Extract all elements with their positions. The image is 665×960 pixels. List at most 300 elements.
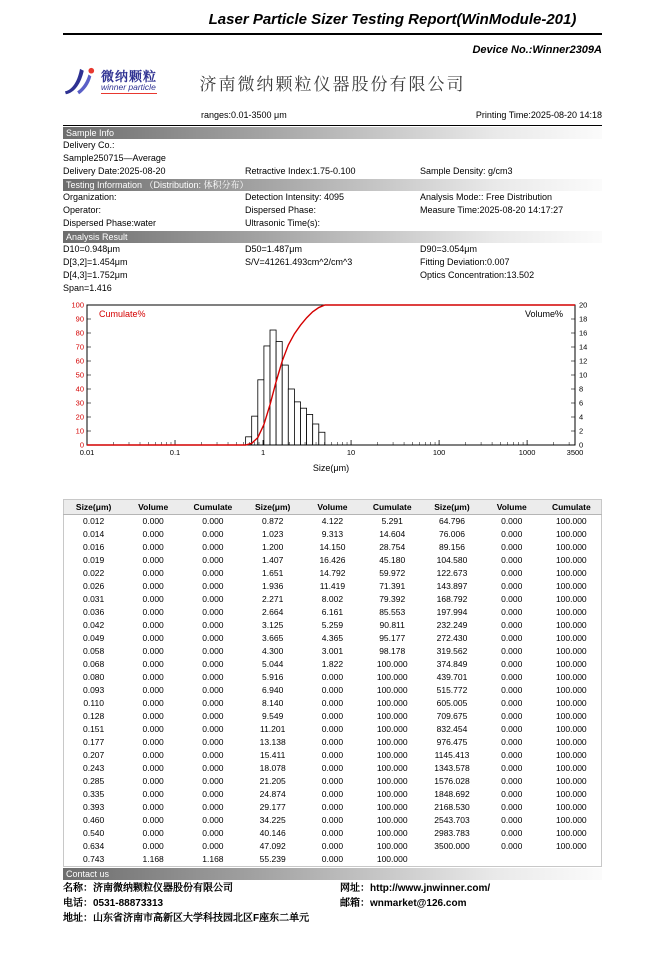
table-cell: 0.000 — [142, 841, 164, 851]
table-cell: 0.000 — [142, 815, 164, 825]
table-cell: 4.365 — [321, 633, 344, 643]
distribution-table — [63, 499, 602, 867]
table-cell: 100.000 — [555, 555, 587, 565]
info-cell: Operator: — [63, 205, 102, 215]
info-cell: D[4,3]=1.752μm — [63, 270, 128, 280]
table-cell: 21.205 — [259, 776, 286, 786]
table-row — [64, 593, 602, 606]
table-cell: 0.000 — [501, 672, 523, 682]
table-cell: 100.000 — [376, 815, 408, 825]
table-cell — [422, 853, 482, 867]
title-divider — [63, 33, 602, 35]
table-cell: 100.000 — [555, 698, 587, 708]
table-cell: 832.454 — [436, 724, 468, 734]
table-cell: 0.000 — [202, 659, 224, 669]
cumulate-curve — [87, 305, 575, 445]
table-cell: 0.000 — [142, 711, 164, 721]
table-cell: 0.000 — [142, 594, 164, 604]
table-cell: 0.000 — [501, 698, 523, 708]
table-cell: 0.000 — [142, 724, 164, 734]
left-tick-label: 0 — [79, 440, 84, 450]
left-tick-label: 90 — [75, 314, 84, 324]
table-cell: 976.475 — [436, 737, 468, 747]
table-cell: 0.000 — [202, 763, 224, 773]
histogram-bar — [288, 389, 294, 445]
info-cell — [420, 139, 602, 152]
left-tick-label: 40 — [75, 384, 84, 394]
table-cell: 100.000 — [555, 711, 587, 721]
table-cell: 100.000 — [376, 802, 408, 812]
table-cell: 0.000 — [501, 724, 523, 734]
table-cell: 100.000 — [555, 750, 587, 760]
table-cell: 0.068 — [82, 659, 105, 669]
x-tick-label: 100 — [432, 448, 446, 457]
table-cell: 100.000 — [376, 711, 408, 721]
table-cell: 100.000 — [555, 568, 587, 578]
table-cell: 29.177 — [259, 802, 286, 812]
table-cell: 100.000 — [555, 659, 587, 669]
table-cell: 0.000 — [321, 763, 344, 773]
table-row — [64, 827, 602, 840]
table-cell: 0.000 — [501, 763, 523, 773]
table-cell: 0.000 — [321, 750, 344, 760]
table-cell: 0.042 — [82, 620, 105, 630]
table-cell: 100.000 — [555, 776, 587, 786]
table-cell: 0.000 — [501, 750, 523, 760]
table-cell: 0.000 — [501, 841, 523, 851]
table-row — [64, 580, 602, 593]
table-cell: 100.000 — [376, 698, 408, 708]
info-cell — [420, 217, 602, 230]
table-cell: 0.000 — [321, 789, 344, 799]
info-cell: Analysis Mode:: Free Distribution — [420, 192, 553, 202]
table-cell: 89.156 — [438, 542, 465, 552]
table-row — [64, 684, 602, 697]
table-cell: 1.822 — [321, 659, 344, 669]
info-row — [63, 896, 602, 911]
table-cell: 0.000 — [501, 568, 523, 578]
table-cell: 1.168 — [142, 854, 164, 864]
table-row — [64, 619, 602, 632]
table-cell: 0.049 — [82, 633, 105, 643]
table-cell: 0.000 — [202, 568, 224, 578]
table-row — [64, 749, 602, 762]
table-cell: 100.000 — [555, 542, 587, 552]
table-row — [64, 541, 602, 554]
table-cell: 0.285 — [82, 776, 105, 786]
brand-row — [63, 58, 602, 106]
table-cell: 100.000 — [376, 672, 408, 682]
distribution-chart — [63, 297, 602, 494]
x-axis-title: Size(μm) — [312, 463, 350, 473]
table-cell: 0.000 — [142, 607, 164, 617]
table-row — [64, 567, 602, 580]
table-row — [64, 554, 602, 567]
table-cell: 1.168 — [202, 854, 224, 864]
table-cell: 0.000 — [202, 724, 224, 734]
info-cell: Retractive Index:1.75-0.100 — [245, 166, 356, 176]
table-cell: 0.335 — [82, 789, 105, 799]
table-cell: 9.549 — [262, 711, 284, 721]
table-cell: 0.393 — [82, 802, 105, 812]
table-row — [64, 788, 602, 801]
info-cell — [340, 911, 602, 926]
table-cell: 95.177 — [379, 633, 406, 643]
section-header-sample-info: Sample Info — [63, 127, 602, 139]
table-cell: 1.651 — [262, 568, 284, 578]
table-cell: 0.000 — [142, 659, 164, 669]
table-row — [64, 671, 602, 684]
table-cell: 0.000 — [202, 815, 224, 825]
table-cell: 0.000 — [202, 698, 224, 708]
right-tick-label: 2 — [579, 426, 584, 436]
table-cell: 0.000 — [142, 685, 164, 695]
table-cell: 100.000 — [555, 529, 587, 539]
table-cell: 0.000 — [501, 633, 523, 643]
table-cell — [482, 853, 542, 867]
table-cell: 0.000 — [501, 555, 523, 565]
table-cell: 0.000 — [202, 542, 224, 552]
info-cell: Organization: — [63, 192, 117, 202]
table-cell: 5.259 — [321, 620, 344, 630]
table-cell: 0.000 — [202, 529, 224, 539]
histogram-bar — [282, 365, 288, 445]
table-cell: 100.000 — [555, 737, 587, 747]
table-cell: 100.000 — [555, 841, 587, 851]
table-cell: 0.110 — [83, 698, 104, 708]
table-cell: 6.161 — [321, 607, 344, 617]
table-row — [64, 840, 602, 853]
histogram-bar — [264, 346, 270, 445]
column-header: Size(μm) — [64, 500, 124, 515]
info-cell: 网址：http://www.jnwinner.com/ — [340, 883, 491, 894]
table-cell: 14.792 — [319, 568, 346, 578]
table-cell: 0.093 — [82, 685, 105, 695]
table-cell: 9.313 — [321, 529, 344, 539]
table-cell: 100.000 — [376, 763, 408, 773]
info-row — [63, 269, 602, 282]
table-cell: 0.036 — [82, 607, 105, 617]
table-row — [64, 645, 602, 658]
right-tick-label: 20 — [579, 300, 588, 310]
table-row — [64, 632, 602, 645]
table-cell: 100.000 — [555, 828, 587, 838]
table-cell: 0.000 — [142, 581, 164, 591]
histogram-bar — [313, 424, 319, 445]
table-cell: 0.000 — [501, 516, 523, 526]
table-cell: 55.239 — [259, 854, 286, 864]
table-cell: 0.000 — [202, 828, 224, 838]
x-tick-label: 3500 — [566, 448, 584, 457]
table-cell: 0.000 — [202, 672, 224, 682]
table-row — [64, 853, 602, 867]
table-cell: 0.000 — [501, 607, 523, 617]
x-tick-label: 10 — [346, 448, 356, 457]
left-tick-label: 70 — [75, 342, 84, 352]
table-cell: 0.000 — [501, 776, 523, 786]
table-row — [64, 801, 602, 814]
table-cell: 100.000 — [376, 789, 408, 799]
table-cell: 0.207 — [82, 750, 105, 760]
table-cell: 85.553 — [379, 607, 406, 617]
table-cell: 0.000 — [202, 633, 224, 643]
table-cell: 2.271 — [262, 594, 284, 604]
info-cell: Sample250715—Average — [63, 153, 166, 163]
left-tick-label: 10 — [75, 426, 84, 436]
table-cell: 319.562 — [436, 646, 468, 656]
table-cell: 2543.703 — [434, 815, 470, 825]
table-cell: 4.300 — [262, 646, 284, 656]
table-cell: 0.634 — [82, 841, 105, 851]
ranges-label: ranges:0.01-3500 μm — [201, 110, 287, 120]
info-cell — [420, 152, 602, 165]
table-cell: 0.000 — [321, 737, 344, 747]
table-cell: 100.000 — [555, 815, 587, 825]
info-cell: 地址：山东省济南市高新区大学科技园北区F座东二单元 — [63, 913, 310, 924]
table-cell: 76.006 — [438, 529, 465, 539]
column-header: Cumulate — [362, 500, 422, 515]
table-row — [64, 736, 602, 749]
table-cell: 0.000 — [202, 607, 224, 617]
table-cell: 0.000 — [142, 737, 164, 747]
table-row — [64, 606, 602, 619]
table-cell: 34.225 — [259, 815, 286, 825]
table-cell: 5.044 — [262, 659, 284, 669]
table-cell: 11.419 — [319, 581, 346, 591]
table-cell: 0.000 — [202, 516, 224, 526]
table-cell: 0.058 — [82, 646, 105, 656]
info-row — [63, 881, 602, 896]
right-tick-label: 12 — [579, 356, 588, 366]
table-cell: 100.000 — [555, 685, 587, 695]
table-cell: 100.000 — [376, 685, 408, 695]
table-cell: 0.000 — [142, 789, 164, 799]
table-cell: 1343.578 — [434, 763, 470, 773]
info-cell — [245, 152, 420, 165]
table-cell: 0.000 — [321, 685, 344, 695]
table-cell: 14.150 — [319, 542, 346, 552]
table-cell: 0.000 — [202, 594, 224, 604]
table-cell: 0.000 — [202, 620, 224, 630]
table-cell: 0.872 — [262, 516, 284, 526]
table-body — [64, 515, 602, 867]
table-cell: 0.080 — [82, 672, 105, 682]
info-row — [63, 256, 602, 269]
logo-text — [101, 70, 157, 95]
table-cell: 64.796 — [438, 516, 465, 526]
info-cell: Delivery Date:2025-08-20 — [63, 166, 166, 176]
table-cell: 6.940 — [262, 685, 284, 695]
column-header: Cumulate — [542, 500, 602, 515]
sample-info-rows — [63, 139, 602, 178]
info-cell — [245, 139, 420, 152]
table-cell: 0.000 — [321, 776, 344, 786]
table-cell: 13.138 — [259, 737, 286, 747]
info-cell: Sample Density: g/cm3 — [420, 166, 513, 176]
info-cell — [420, 282, 602, 295]
table-row — [64, 775, 602, 788]
table-cell: 16.426 — [319, 555, 346, 565]
table-cell: 1.407 — [262, 555, 284, 565]
table-cell: 709.675 — [436, 711, 468, 721]
table-row — [64, 814, 602, 827]
table-cell: 0.000 — [202, 737, 224, 747]
table-cell: 0.000 — [142, 555, 164, 565]
table-cell: 24.874 — [259, 789, 286, 799]
left-tick-label: 80 — [75, 328, 84, 338]
table-cell: 47.092 — [259, 841, 286, 851]
table-cell: 4.122 — [321, 516, 344, 526]
info-row — [63, 204, 602, 217]
table-cell: 90.811 — [379, 620, 405, 630]
table-row — [64, 723, 602, 736]
histogram-bar — [319, 432, 325, 445]
table-cell: 0.014 — [82, 529, 105, 539]
table-cell: 0.000 — [501, 711, 523, 721]
table-cell: 8.140 — [262, 698, 284, 708]
analysis-result-rows — [63, 243, 602, 295]
table-cell: 0.000 — [142, 568, 164, 578]
table-cell: 15.411 — [259, 750, 286, 760]
testing-information-rows — [63, 191, 602, 230]
left-tick-label: 30 — [75, 398, 84, 408]
table-cell: 0.000 — [501, 646, 523, 656]
table-cell: 14.604 — [379, 529, 406, 539]
info-cell: Delivery Co.: — [63, 140, 115, 150]
table-cell: 0.000 — [501, 620, 523, 630]
table-cell: 0.000 — [202, 802, 224, 812]
logo-text-cn: 微纳颗粒 — [101, 68, 158, 84]
table-cell: 122.673 — [436, 568, 468, 578]
device-number: Device No.:Winner2309A — [472, 44, 602, 56]
table-cell: 0.000 — [142, 516, 164, 526]
table-cell: 100.000 — [555, 763, 587, 773]
table-cell: 374.849 — [436, 659, 468, 669]
table-cell: 100.000 — [555, 607, 587, 617]
table-cell: 71.391 — [379, 581, 406, 591]
table-header-row — [64, 500, 602, 515]
contact-rows — [63, 881, 602, 926]
table-cell: 100.000 — [555, 789, 587, 799]
table-cell: 0.026 — [82, 581, 105, 591]
table-cell: 2168.530 — [434, 802, 470, 812]
table-cell: 0.000 — [142, 633, 164, 643]
table-cell: 28.754 — [379, 542, 406, 552]
info-cell — [245, 269, 420, 282]
table-cell: 0.000 — [501, 581, 523, 591]
table-cell: 100.000 — [555, 620, 587, 630]
table-cell: 0.000 — [501, 529, 523, 539]
left-tick-label: 20 — [75, 412, 84, 422]
info-cell: 电话：0531-88873313 — [63, 898, 164, 909]
section-header-contact-us: Contact us — [63, 868, 602, 880]
table-cell: 0.000 — [202, 581, 224, 591]
table-cell: 100.000 — [555, 581, 587, 591]
table-cell: 0.000 — [142, 802, 164, 812]
table-cell: 104.580 — [436, 555, 468, 565]
x-tick-label: 1000 — [518, 448, 536, 457]
table-row — [64, 697, 602, 710]
x-tick-label: 0.01 — [79, 448, 95, 457]
info-cell: Dispersed Phase:water — [63, 218, 157, 228]
table-cell: 2983.783 — [434, 828, 470, 838]
table-cell: 0.000 — [142, 672, 164, 682]
winner-logo-icon — [63, 66, 97, 98]
table-cell: 79.392 — [379, 594, 406, 604]
table-cell: 0.243 — [82, 763, 105, 773]
table-cell: 0.000 — [142, 529, 164, 539]
cumulate-axis-label: Cumulate% — [99, 309, 146, 319]
table-cell: 3.125 — [262, 620, 284, 630]
table-cell: 100.000 — [555, 646, 587, 656]
table-cell: 143.897 — [436, 581, 468, 591]
volume-axis-label: Volume% — [524, 309, 563, 319]
info-row — [63, 152, 602, 165]
table-cell: 0.000 — [321, 854, 344, 864]
table-cell: 0.000 — [202, 711, 224, 721]
column-header: Size(μm) — [422, 500, 482, 515]
table-cell: 0.000 — [202, 646, 224, 656]
table-cell: 0.460 — [82, 815, 105, 825]
table-cell: 100.000 — [555, 724, 587, 734]
table-cell: 0.000 — [321, 672, 344, 682]
table-cell: 5.916 — [262, 672, 284, 682]
table-cell: 1.200 — [262, 542, 284, 552]
info-cell: Ultrasonic Time(s): — [245, 218, 321, 228]
table-cell: 0.000 — [202, 776, 224, 786]
table-cell: 0.000 — [501, 542, 523, 552]
table-cell: 0.000 — [501, 815, 523, 825]
table-cell: 0.000 — [142, 620, 164, 630]
table-cell: 0.000 — [202, 750, 224, 760]
table-cell: 232.249 — [436, 620, 468, 630]
histogram-bar — [301, 408, 307, 445]
table-cell: 100.000 — [376, 659, 408, 669]
table-cell: 0.016 — [82, 542, 105, 552]
table-cell: 18.078 — [259, 763, 286, 773]
table-cell: 59.972 — [379, 568, 406, 578]
logo-text-en: winner particle — [101, 82, 156, 93]
table-cell: 0.000 — [501, 789, 523, 799]
info-cell: Dispersed Phase: — [245, 205, 317, 215]
table-cell: 0.000 — [501, 828, 523, 838]
right-tick-label: 16 — [579, 328, 588, 338]
table-cell: 0.000 — [202, 685, 224, 695]
right-tick-label: 10 — [579, 370, 588, 380]
table-row — [64, 515, 602, 529]
info-cell: D50=1.487μm — [245, 244, 302, 254]
table-row — [64, 528, 602, 541]
table-cell: 0.000 — [142, 763, 164, 773]
table-cell: 100.000 — [376, 776, 408, 786]
table-cell: 0.000 — [321, 815, 344, 825]
info-cell: Fitting Deviation:0.007 — [420, 257, 510, 267]
table-cell: 0.000 — [321, 841, 344, 851]
table-cell: 605.005 — [436, 698, 468, 708]
info-row — [63, 282, 602, 295]
table-cell: 0.000 — [321, 698, 344, 708]
table-cell: 2.664 — [262, 607, 284, 617]
table-cell: 1145.413 — [434, 750, 470, 760]
table-cell: 0.000 — [501, 802, 523, 812]
left-tick-label: 60 — [75, 356, 84, 366]
table-cell: 439.701 — [436, 672, 468, 682]
table-cell: 1848.692 — [434, 789, 470, 799]
table-cell: 0.000 — [321, 711, 344, 721]
column-header: Size(μm) — [243, 500, 303, 515]
table-cell: 0.000 — [142, 542, 164, 552]
table-cell: 0.012 — [82, 516, 105, 526]
